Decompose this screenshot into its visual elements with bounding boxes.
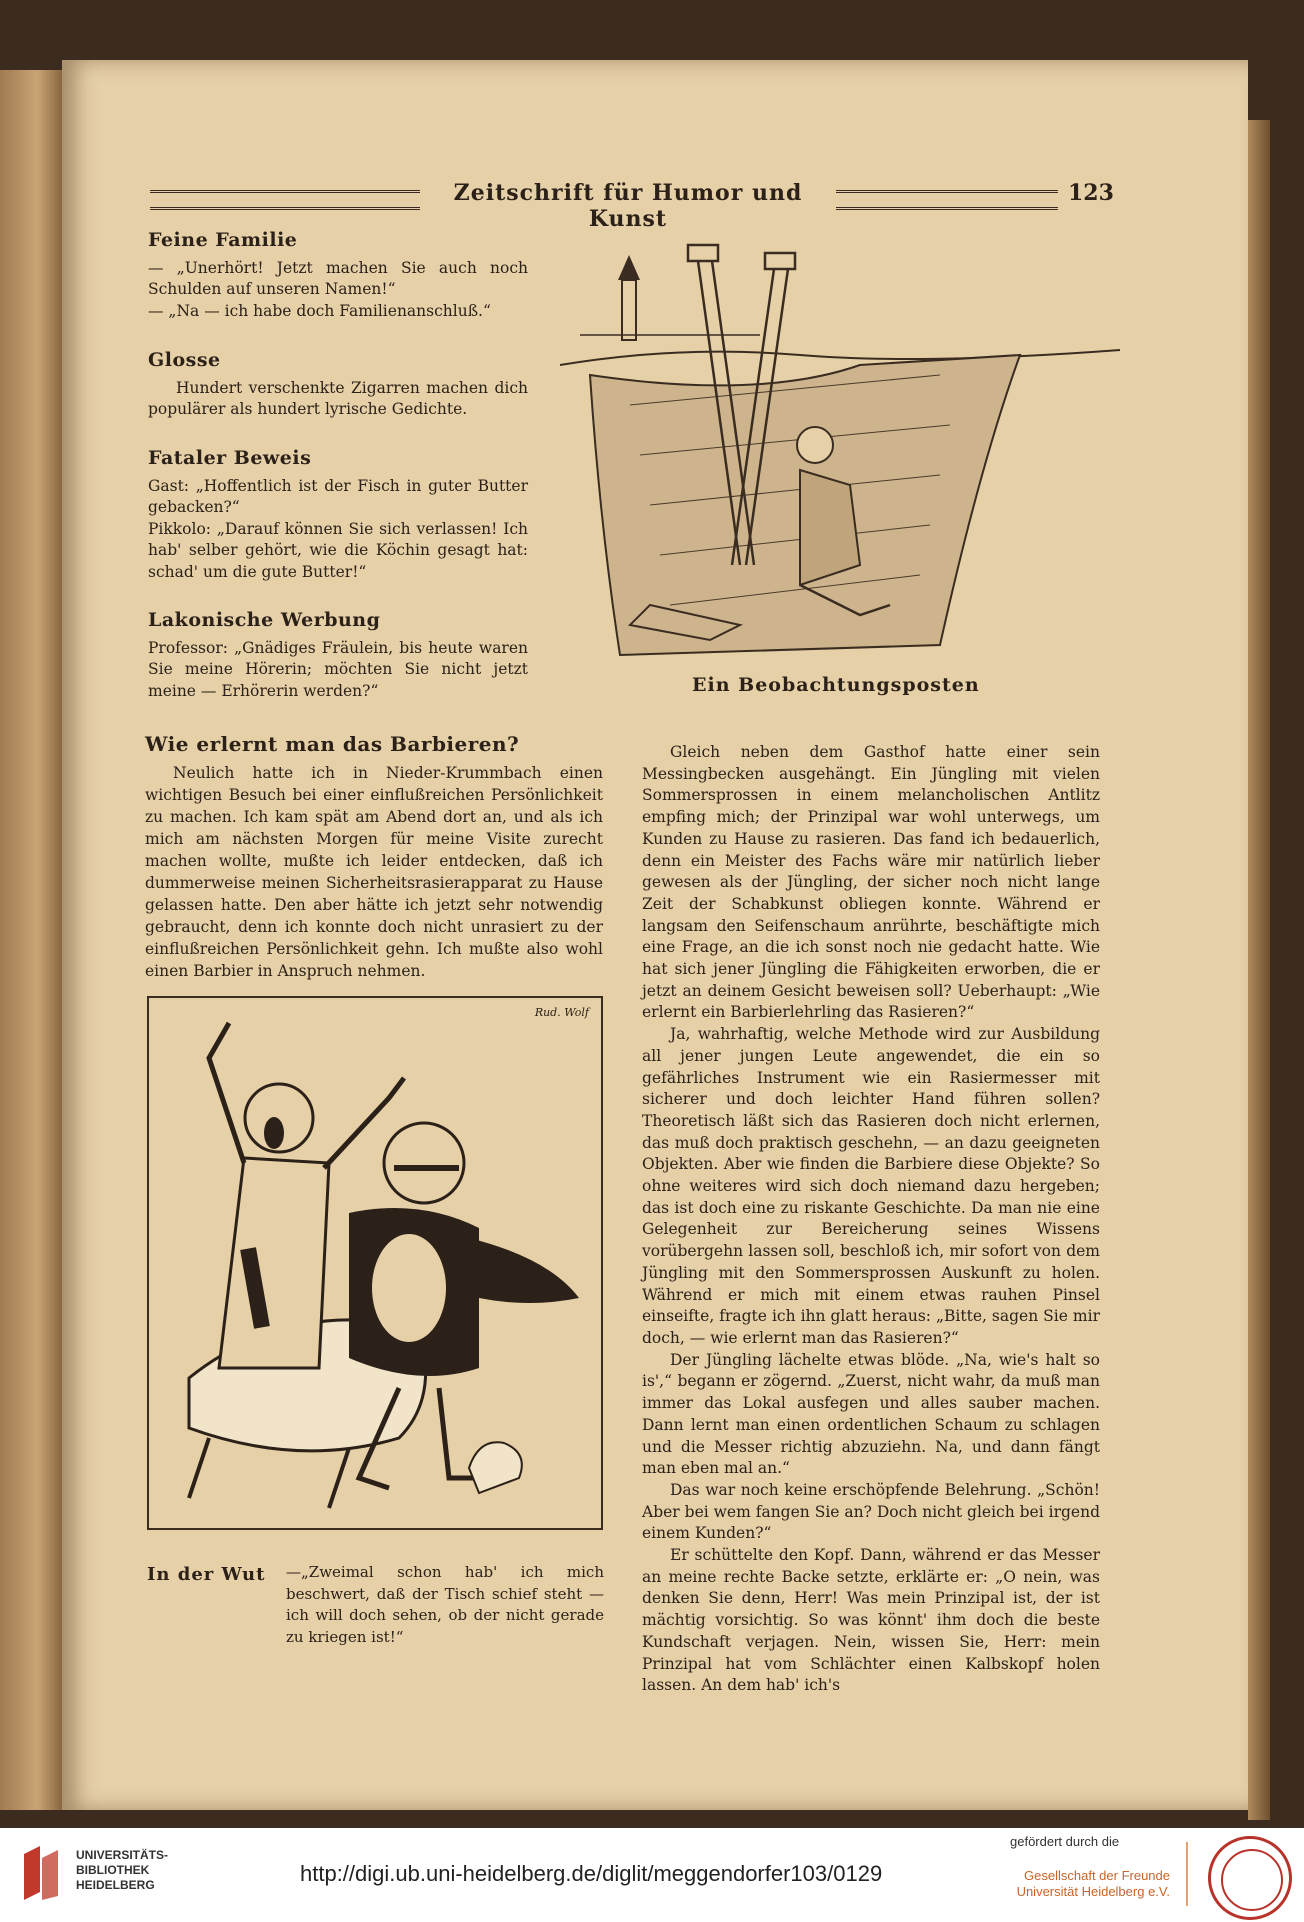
library-name — [76, 1848, 168, 1893]
illustration-in-der-wut — [147, 996, 603, 1530]
library-logo-icon[interactable] — [18, 1842, 64, 1906]
article-title: Wie erlernt man das Barbieren? — [145, 732, 520, 756]
article-feine-familie — [148, 230, 528, 322]
article-title: Glosse — [148, 349, 221, 371]
society-name-line: Gesellschaft der Freunde — [1024, 1868, 1170, 1883]
article-paragraph: Der Jüngling lächelte etwas blöde. „Na, wie's halt so is',“ begann er zögernd. „Zuerst, nicht wahr, da muß man immer das Lokal ausfegen und alles sauber machen. Dann lernt man einen ordentlichen Schaum zu schlagen und die Messer richtig abzuziehn. Na, und dann fängt man eben mal an.“ — [642, 1350, 1100, 1478]
article-line: — „Na — ich habe doch Familienanschluß.“ — [148, 301, 491, 320]
article-title: Fataler Beweis — [148, 447, 312, 469]
running-header — [150, 180, 1114, 232]
illustration-observation-post — [560, 225, 1120, 665]
illustration-caption-text — [286, 1562, 604, 1648]
library-name-line: BIBLIOTHEK — [76, 1863, 150, 1877]
article-line: Pikkolo: „Darauf können Sie sich verlassen! Ich hab' selber gehört, wie die Köchin gesagt hat: schad' um die gute Butter!“ — [148, 519, 528, 581]
article-line: Gast: „Hoffentlich ist der Fisch in guter Butter gebacken?“ — [148, 476, 528, 516]
society-name[interactable] — [1000, 1868, 1170, 1900]
article-paragraph: Ja, wahrhaftig, welche Methode wird zur Ausbildung all jener jungen Leute angewendet, die ein so gefährliches Instrument wie ein Rasiermesser mit sicherer und doch leichter Hand führen sollen? Theoretisch läßt sich das Rasieren doch nicht erlernen, das muß doch praktisch geschehn, — an dazu geeigneten Objekten. Aber wie finden die Barbiere diese Objekte? So ohne weiteres wird sich doch niemand dazu hergeben; das ist doch eine zu riskante Geschichte. Da man nie eine Gelegenheit zur Bereicherung seines Wissens vorübergehn lassen soll, beschloß ich, mir sofort von dem Jüngling mit den Sommersprossen Auskunft zu holen. Während er mich mit einem etwas rauhen Pinsel einseifte, fragte ich ihn glatt heraus: „Bitte, sagen Sie mir doch, — wie erlernt man das Rasieren?“ — [642, 1025, 1100, 1347]
article-paragraph: Gleich neben dem Gasthof hatte einer sein Messingbecken ausgehängt. Ein Jüngling mit vielen Sommersprossen in einem melancholischen Antlitz empfing mich; der Prinzipal war wohl unterwegs, um Kunden zu Hause zu rasieren. Das fand ich bedauerlich, denn ein Meister des Fachs wäre mir natürlich lieber gewesen als der Jüngling, der sicher noch nicht lange Zeit der Schabkunst obliegen konnte. Während er langsam den Seifenschaum anrührte, beschäftigte mich eine Frage, an die ich sonst noch nie gedacht hatte. Wie hat sich jener Jüngling die Fähigkeiten erworben, die er jetzt an deinem Gesicht beweisen soll? Ueberhaupt: „Wie erlernt ein Barbierlehrling das Rasieren?“ — [642, 743, 1100, 1022]
library-name-line: HEIDELBERG — [76, 1878, 155, 1892]
article-text: Hundert verschenkte Zigarren machen dich populärer als hundert lyrische Gedichte. — [148, 378, 528, 418]
article-paragraph: Er schüttelte den Kopf. Dann, während er das Messer an meine rechte Backe setzte, erklärte er: „O nein, was denken Sie denn, Herr! Was mein Prinzipal ist, der ist mächtig vorsichtig. So was könnt' ihm doch die beste Kundschaft verjagen. Nein, wissen Sie, Herr: mein Prinzipal hat vom Schlächter einen Kalbskopf holen lassen. An dem hab' ich's — [642, 1546, 1100, 1695]
article-title: Lakonische Werbung — [148, 609, 381, 631]
left-page-edge — [0, 70, 62, 1810]
illustration-caption-title: In der Wut — [147, 1564, 266, 1585]
article-text: Professor: „Gnädiges Fräulein, bis heute waren Sie meine Hörerin; möchten Sie nicht jetzt meine — Erhörerin werden?“ — [148, 638, 528, 700]
document-url-link[interactable]: http://digi.ub.uni-heidelberg.de/diglit/meggendorfer103/0129 — [300, 1861, 883, 1886]
article-barbieren-right — [642, 742, 1100, 1697]
page-number: 123 — [1068, 180, 1114, 206]
illustration-drawing — [149, 998, 601, 1528]
article-lakonische-werbung — [148, 610, 528, 702]
university-seal-icon — [1208, 1836, 1292, 1920]
society-name-line: Universität Heidelberg e.V. — [1016, 1884, 1170, 1899]
footer-bar — [0, 1828, 1304, 1922]
header-title: Zeitschrift für Humor und Kunst — [453, 180, 803, 232]
article-title: Feine Familie — [148, 229, 298, 251]
right-page-edge — [1248, 120, 1270, 1820]
header-ornament-left — [150, 190, 420, 210]
article-line: — „Unerhört! Jetzt machen Sie auch noch Schulden auf unseren Namen!“ — [148, 258, 528, 298]
funded-by-label: gefördert durch die — [1010, 1834, 1120, 1849]
illustration-signature: Rud. Wolf — [534, 1006, 589, 1019]
header-ornament-right — [836, 190, 1058, 210]
article-barbieren-left — [145, 734, 603, 982]
caption-text: —„Zweimal schon hab' ich mich beschwert, daß der Tisch schief steht — ich will doch sehen, ob der nicht gerade zu kriegen ist!“ — [286, 1563, 604, 1646]
article-glosse — [148, 350, 528, 421]
illustration-caption: Ein Beobachtungsposten — [692, 674, 980, 696]
library-name-line: UNIVERSITÄTS- — [76, 1848, 169, 1862]
article-fataler-beweis — [148, 448, 528, 583]
article-paragraph: Neulich hatte ich in Nieder-Krummbach einen wichtigen Besuch bei einer einflußreichen Persönlichkeit zu machen. Ich kam spät am Abend dort an, und als ich mich am nächsten Morgen für meine Visite zurecht machen wollte, mußte ich leider entdecken, daß ich dummerweise meinen Sicherheitsrasierapparat zu Hause gelassen hatte. Den aber hätte ich jetzt sehr notwendig gebraucht, denn ich konnte doch nicht unrasiert zu der einflußreichen Persönlichkeit gehn. Ich mußte also wohl einen Barbier in Anspruch nehmen. — [145, 763, 603, 980]
article-paragraph: Das war noch keine erschöpfende Belehrung. „Schön! Aber bei wem fangen Sie an? Doch nicht gleich bei irgend einem Kunden?“ — [642, 1480, 1100, 1543]
footer-divider — [1186, 1842, 1188, 1906]
